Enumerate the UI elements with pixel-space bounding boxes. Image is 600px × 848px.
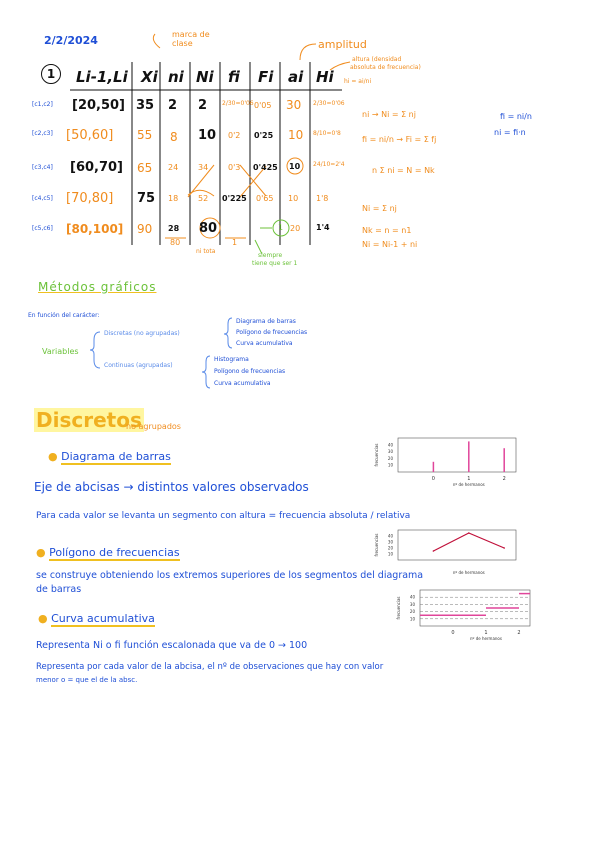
date: 2/2/2024 [44,34,98,47]
b1-text: Eje de abcisas → distintos valores observados [34,480,309,494]
b3-text-2: Representa por cada valor de la abcisa, el nº de observaciones que hay con valor [36,662,384,672]
c-item-3: Curva acumulativa [214,380,271,387]
cum-chart-xtick-0: 0 [451,630,455,636]
formula-4: Ni = Σ nj [362,204,397,213]
altura-note-2: absoluta de frecuencia) [350,64,421,71]
ni-total-note: ni tota [196,248,216,255]
cum-chart-xtick-2: 2 [517,630,521,636]
hi-formula-note: hi = ai/ni [344,78,372,85]
formula-8: ni = fi·n [494,128,526,137]
altura-note-1: altura (densidad [352,56,402,63]
row-label-1: [c1,c2] [32,101,53,108]
c-item-2: Polígono de frecuencias [214,368,286,375]
r5-Fi: 1 [278,223,284,232]
bullet-3: ● Curva acumulativa [38,612,155,625]
b2-text: se construye obteniendo los extremos superiores de los segmentos del diagrama [36,570,424,581]
row-label-5: [c5,c6] [32,225,53,232]
r4-xi: 75 [137,191,156,206]
cum-chart-ylabel: frecuencias [396,596,401,620]
r2-ai: 10 [288,128,304,142]
r4-fi: 0'225 [222,194,247,203]
cum-chart-ytick-2: 20 [409,609,415,615]
b3-text: Representa Ni o fi función escalonada que va de 0 → 100 [36,640,308,651]
bar-chart-ytick-2: 20 [387,455,393,461]
r1-ni: 2 [168,98,178,113]
bar-chart-xlabel: nº de hermanos [452,482,485,487]
siempre-note-2: tiene que ser 1 [252,260,298,267]
bar-chart-frame [398,438,516,472]
cum-chart-ytick-0: 40 [409,594,415,600]
poly-chart-point-2 [503,547,505,549]
poly-chart-ytick-0: 40 [387,533,393,539]
section-metodos-title: Métodos gráficos [38,280,157,294]
r5-Ni: 80 [199,221,218,236]
r2-Ni: 10 [198,128,217,143]
r1-xi: 35 [136,98,155,113]
header-Ni: Ni [196,68,214,86]
poly-chart-point-0 [433,550,435,552]
continuas-label: Continuas (agrupadas) [104,362,173,369]
variables-label: Variables [42,347,79,356]
r3-Hi: 24/10=2'4 [313,161,345,168]
cum-chart-xlabel: nº de hermanos [470,636,502,641]
bullet-2: ● Polígono de frecuencias [36,546,180,559]
r5-Hi: 1'4 [316,223,330,232]
b1-text-2: Para cada valor se levanta un segmento con altura = frecuencia absoluta / relativa [36,511,411,521]
r5-interval: [80,100] [66,222,124,236]
r3-Fi: 0'425 [253,163,278,172]
d-item-1: Diagrama de barras [236,318,296,325]
header-Hi: Hi [316,68,334,86]
d-item-2: Polígono de frecuencias [236,329,308,336]
bar-chart-ylabel: frecuencias [374,443,379,467]
r4-Fi: 0'65 [256,194,274,203]
section-discretos-title: Discretos [36,408,142,432]
amplitud-note: amplitud [318,38,367,51]
table-index: 1 [41,64,61,84]
poly-chart-ytick-1: 30 [387,539,393,545]
r4-interval: [70,80] [66,191,114,206]
r5-xi: 90 [137,222,153,236]
r3-interval: [60,70] [70,160,124,175]
r3-ni: 24 [168,163,179,172]
r4-Ni: 52 [198,194,209,203]
row-label-2: [c2,c3] [32,130,53,137]
header-xi: Xi [141,68,158,86]
header-Fi: Fi [258,68,274,86]
bar-chart-ytick-3: 10 [387,462,393,468]
r4-ai: 10 [288,194,299,203]
formula-3: n Σ ni = N = Nk [372,166,435,175]
r4-ni: 18 [168,194,179,203]
r2-fi: 0'2 [228,131,241,140]
total-ni: 80 [170,238,181,247]
r3-Ni: 34 [198,163,209,172]
r2-Fi: 0'25 [254,131,274,140]
r2-interval: [50,60] [66,128,114,143]
header-fi: fi [228,68,240,86]
b2-text-2: de barras [36,584,82,595]
row-label-3: [c3,c4] [32,164,53,171]
discretas-label: Discretas (no agrupadas) [104,330,180,337]
header-ai: ai [288,68,304,86]
b2-title: Polígono de frecuencias [49,546,180,559]
r2-Hi: 8/10=0'8 [313,130,341,137]
row-label-4: [c4,c5] [32,195,53,202]
poly-chart-ytick-2: 20 [387,545,393,551]
bar-chart-ytick-0: 40 [387,442,393,448]
r1-Hi: 2/30=0'06 [313,100,345,107]
poly-chart-ylabel: frecuencias [374,533,379,557]
r1-ai: 30 [286,98,302,112]
poly-chart-ytick-3: 10 [387,551,393,557]
r2-xi: 55 [137,128,153,142]
formula-6: Ni = Ni-1 + ni [362,240,418,249]
bar-chart-ytick-1: 30 [387,449,393,455]
marca-clase-note: marca de clase [172,30,210,48]
b1-title: Diagrama de barras [61,450,171,463]
r3-ai: 10 [289,162,301,171]
r1-fi: 2/30=0'06 [222,100,254,107]
r5-ni: 28 [168,224,180,233]
r1-Fi: 0'05 [254,101,272,110]
r3-xi: 65 [137,161,153,175]
r1-interval: [20,50] [72,98,126,113]
section-discretos-subtitle: no agrupados [126,422,181,431]
r2-ni: 8 [170,130,178,144]
bar-chart-xtick-0: 0 [431,476,435,482]
formula-2: fi = ni/n → Fi = Σ fj [362,135,437,144]
header-ni: ni [168,68,184,86]
total-fi: 1 [232,238,238,247]
r1-Ni: 2 [198,98,208,113]
cum-chart-xtick-1: 1 [484,630,488,636]
b3-text-3: menor o = que el de la absc. [36,676,138,684]
r4-Hi: 1'8 [316,194,329,203]
poly-chart-point-1 [468,532,470,534]
header-interval: Li-1,Li [76,68,128,86]
r5-ai: 20 [290,224,301,233]
poly-chart-line [433,533,504,551]
c-item-1: Histograma [214,356,249,363]
cum-chart-ytick-1: 30 [409,601,415,607]
formula-5: Nk = n = n1 [362,226,412,235]
bar-chart-xtick-2: 2 [502,476,506,482]
r3-fi: 0'3 [228,163,241,172]
formula-7: fi = ni/n [500,112,532,121]
siempre-note-1: siempre [258,252,283,259]
b3-title: Curva acumulativa [51,612,155,625]
cum-chart-ytick-3: 10 [409,616,415,622]
bar-chart-xtick-1: 1 [467,476,471,482]
bullet-1: ● Diagrama de barras [48,450,171,463]
poly-chart-xlabel: nº de hermanos [452,570,485,575]
section-intro: En función del carácter: [28,312,100,319]
d-item-3: Curva acumulativa [236,340,293,347]
formula-1: ni → Ni = Σ nj [362,110,416,119]
